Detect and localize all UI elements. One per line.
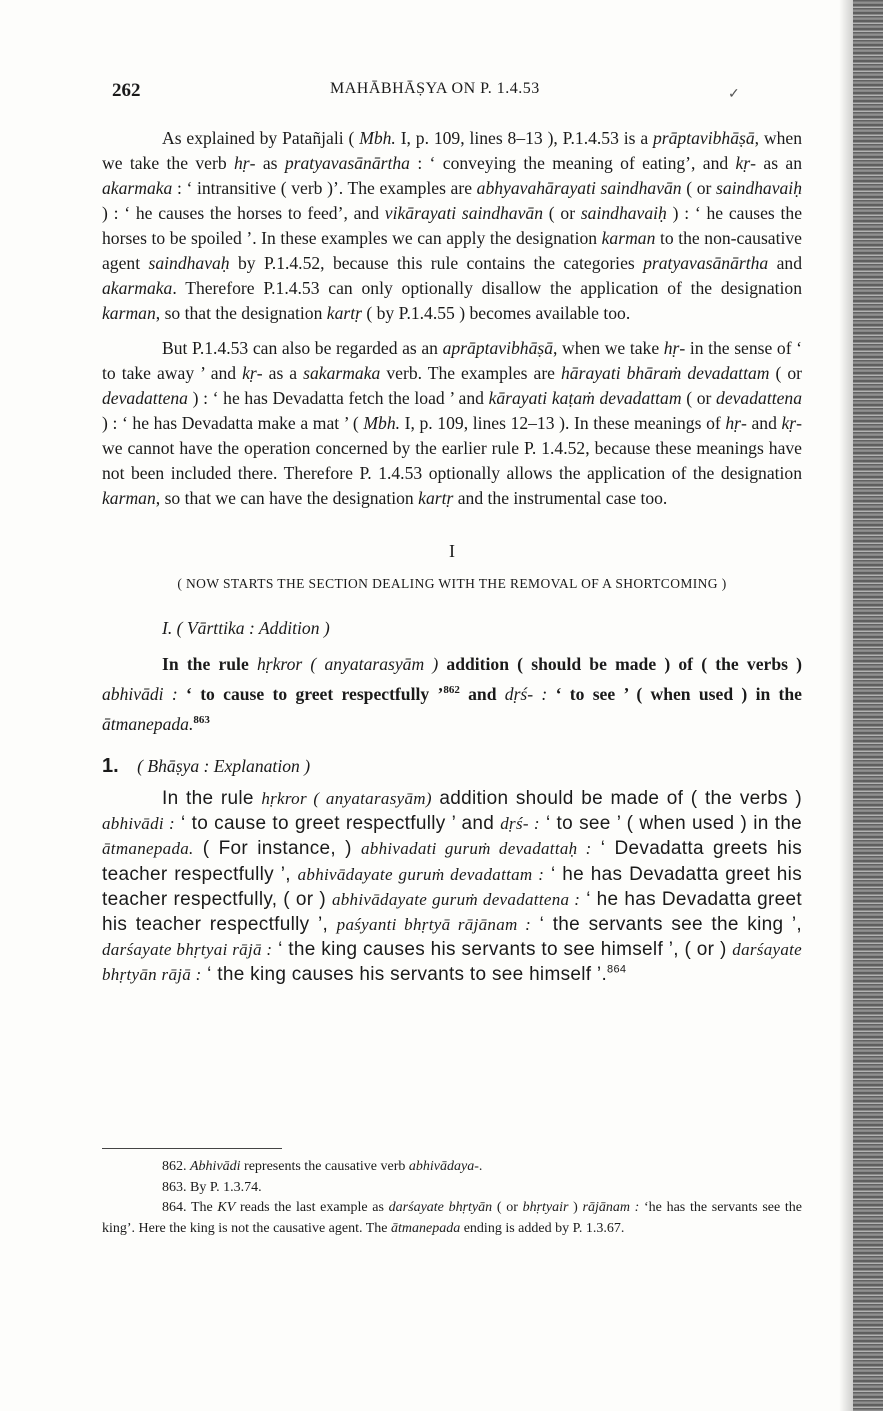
text-run: addition should be made of ( the verbs ): [431, 788, 802, 809]
italic-term: hārayati bhāraṁ devadattam: [561, 363, 770, 383]
text-run: and the instrumental case too.: [453, 488, 668, 508]
bhasya-text: [102, 786, 802, 988]
text-run: , when we take: [553, 338, 664, 358]
margin-mark: ✓: [728, 87, 740, 102]
italic-term: kārayati kaṭaṁ devadattam: [488, 388, 682, 408]
italic-term: karman: [102, 488, 156, 508]
italic-term: kartṛ: [326, 303, 362, 323]
italic-term: darśayate bhṛtyai rājā :: [102, 940, 273, 960]
text-run: and: [746, 413, 782, 433]
footnotes: [102, 1157, 802, 1239]
text-run: ‘ the servants see the king ’,: [531, 914, 802, 936]
text-run: ‘ the king causes his servants to see himself ’, ( or ): [272, 939, 733, 961]
italic-term: prāptavibhāṣā: [652, 128, 755, 148]
italic-term: abhivādayate guruṁ devadattam :: [297, 864, 545, 884]
italic-term: abhyavahārayati saindhavān: [476, 178, 682, 198]
italic-term: pratyavasānārtha: [643, 253, 769, 273]
italic-term: abhivādayate guruṁ devadattena :: [331, 889, 581, 909]
text-run: ‘ he has Devadatta greet his teacher respectfully, ( or ): [102, 863, 802, 910]
italic-term: karman: [601, 228, 656, 248]
italic-term: rājānam :: [582, 1200, 640, 1215]
italic-term: dṛś- :: [500, 814, 540, 834]
italic-term: akarmaka: [102, 278, 173, 298]
text-run: as an: [756, 153, 803, 173]
italic-term: hṛ-: [233, 153, 256, 173]
italic-term: saindhavaiḥ: [715, 178, 802, 198]
italic-term: devadattena: [102, 388, 188, 408]
text-run: represents the causative verb: [240, 1159, 409, 1174]
text-run: ending is added by P. 1.3.67.: [460, 1220, 625, 1236]
italic-term: ātmanepada.: [102, 839, 194, 859]
text-run: . Therefore P.1.4.53 can only optionally disallow the application of the designation: [172, 278, 802, 298]
text-run: ‘ the king causes his servants to see himself ’.: [201, 964, 608, 986]
italic-term: vikārayati saindhavān: [384, 203, 544, 223]
text-run: ‘ to cause to greet respectfully ’ and: [174, 813, 501, 835]
text-run: , so that the designation: [155, 303, 327, 323]
italic-term: paśyanti bhṛtyā rājānam :: [336, 915, 532, 935]
footnote-ref: 862: [443, 684, 460, 697]
text-run: ) : ‘ he has Devadatta make a mat ’ (: [102, 413, 364, 433]
italic-term: ātmanepada: [391, 1220, 461, 1236]
footnote-ref: 864: [607, 964, 627, 977]
text-run: : ‘ intransitive ( verb )’. The examples are: [172, 178, 477, 198]
text-run: In the rule: [162, 788, 262, 809]
main-text: [102, 126, 802, 988]
italic-term: Mbh.: [359, 128, 396, 148]
italic-term: Mbh.: [363, 413, 401, 433]
text-run: 863. By P. 1.3.74.: [162, 1179, 262, 1195]
page-gutter-shadow: [839, 0, 853, 1411]
text-run: and: [768, 253, 802, 273]
text-run: ‘he has the servants see the king’. Here the king is not the causative agent. The: [102, 1200, 803, 1236]
text-run: ) : ‘ he causes the horses to feed’, and: [102, 203, 385, 223]
footnote-divider: [102, 1148, 282, 1149]
text-run: ‘ to see ’ ( when used ) in the: [547, 684, 802, 704]
italic-term: saindhavaiḥ: [580, 203, 667, 223]
intro-paragraph-1: [102, 126, 802, 326]
italic-term: pratyavasānārtha: [284, 153, 410, 173]
text-run: As explained by Patañjali (: [162, 128, 360, 148]
italic-term: hṛ-: [663, 338, 686, 358]
text-run: .: [478, 1159, 483, 1174]
bhasya-heading: ( Bhāṣya : Explanation ): [137, 756, 311, 776]
footnote-ref: 863: [193, 714, 210, 727]
italic-term: aprāptavibhāṣā: [442, 338, 554, 358]
italic-term: KV: [217, 1200, 236, 1215]
italic-term: abhivādi :: [102, 684, 178, 704]
italic-term: darśayate bhṛtyān rājā :: [102, 940, 803, 985]
text-run: ) : ‘ he has Devadatta fetch the load ’ and: [187, 388, 489, 408]
italic-term: ātmanepada.: [102, 714, 194, 734]
italic-term: bhṛtyair: [522, 1200, 569, 1215]
italic-term: akarmaka: [102, 178, 173, 198]
text-run: 864. The: [162, 1200, 218, 1215]
italic-term: hṛ-: [725, 413, 747, 433]
italic-term: devadattena: [716, 388, 802, 408]
italic-term: kartṛ: [418, 488, 454, 508]
text-run: But P.1.4.53 can also be regarded as an: [162, 338, 443, 358]
section-number: I: [449, 541, 455, 561]
text-run: I, p. 109, lines 8–13 ), P.1.4.53 is a: [395, 128, 653, 148]
page-edge-shadow: [853, 0, 883, 1411]
section-title: ( NOW STARTS THE SECTION DEALING WITH THE REMOVAL OF A SHORTCOMING ): [177, 576, 727, 591]
text-run: as a: [262, 363, 304, 383]
text-run: reads the last example as: [235, 1200, 389, 1215]
text-run: ‘ to cause to greet respectfully ’: [177, 684, 444, 704]
intro-paragraph-2: [102, 336, 802, 511]
italic-term: kṛ-: [781, 413, 802, 433]
text-run: ) : ‘ he causes the horses to be spoiled ’. In these examples we can apply the designation: [102, 203, 803, 248]
text-run: in the sense of ‘ to take away ’ and: [102, 338, 803, 383]
text-run: : ‘ conveying the meaning of eating’, and: [409, 153, 736, 173]
text-run: ‘ Devadatta greets his teacher respectfully ’,: [102, 838, 802, 885]
text-run: as: [255, 153, 285, 173]
italic-term: karman: [102, 303, 156, 323]
italic-term: sakarmaka: [303, 363, 381, 383]
text-run: , when we take the verb: [102, 128, 802, 173]
text-run: addition ( should be made ) of ( the verbs ): [438, 654, 802, 674]
text-run: ( For instance, ): [193, 838, 361, 860]
italic-term: abhivādi :: [102, 814, 175, 834]
text-run: ( or: [681, 388, 717, 408]
bhasya-heading-row: [102, 755, 802, 778]
text-run: verb. The examples are: [380, 363, 561, 383]
text-run: ( or: [543, 203, 581, 223]
text-run: 862.: [162, 1159, 190, 1174]
italic-term: hṛkror ( anyatarasyām): [261, 789, 432, 808]
italic-term: darśayate bhṛtyān: [388, 1200, 493, 1215]
italic-term: dṛś- :: [504, 684, 548, 704]
page-number: 262: [112, 80, 141, 101]
text-run: In the rule: [162, 654, 257, 674]
italic-term: saindhavaḥ: [148, 253, 230, 273]
italic-term: hṛkror ( anyatarasyām ): [256, 654, 439, 674]
varttika-rule: [102, 649, 802, 739]
italic-term: kṛ-: [242, 363, 263, 383]
footnote-864: [102, 1198, 802, 1239]
text-run: ( by P.1.4.55 ) becomes available too.: [361, 303, 631, 323]
text-run: ( or: [492, 1200, 523, 1215]
text-run: , so that we can have the designation: [155, 488, 419, 508]
text-run: to the non-causative agent: [102, 228, 802, 273]
text-run: ‘ he has Devadatta greet his teacher respectfully ’,: [102, 888, 802, 936]
text-run: ( or: [769, 363, 802, 383]
text-run: by P.1.4.52, because this rule contains the categories: [229, 253, 644, 273]
text-run: ( or: [681, 178, 716, 198]
text-run: ‘ to see ’ ( when used ) in the: [539, 813, 803, 835]
running-head: MAHĀBHĀṢYA ON P. 1.4.53: [330, 80, 540, 97]
footnote-862: [102, 1157, 802, 1178]
varttika-heading: I. ( Vārttika : Addition ): [162, 618, 330, 638]
text-run: I, p. 109, lines 12–13 ). In these meanings of: [400, 413, 726, 433]
text-run: and: [459, 684, 505, 704]
text-run: ): [568, 1200, 583, 1215]
text-run: we cannot have the operation concerned by the earlier rule P. 1.4.52, because these meanings have not been included there. Therefore P. 1.4.53 optionally allows the application of the designation: [102, 438, 802, 483]
italic-term: kṛ-: [735, 153, 757, 173]
italic-term: Abhivādi: [190, 1159, 241, 1174]
bhasya-number: 1.: [102, 755, 119, 777]
footnote-863: [102, 1178, 802, 1199]
italic-term: abhivadati guruṁ devadattaḥ :: [360, 839, 592, 859]
italic-term: abhivādaya-: [408, 1159, 479, 1174]
page-header: [112, 80, 802, 108]
